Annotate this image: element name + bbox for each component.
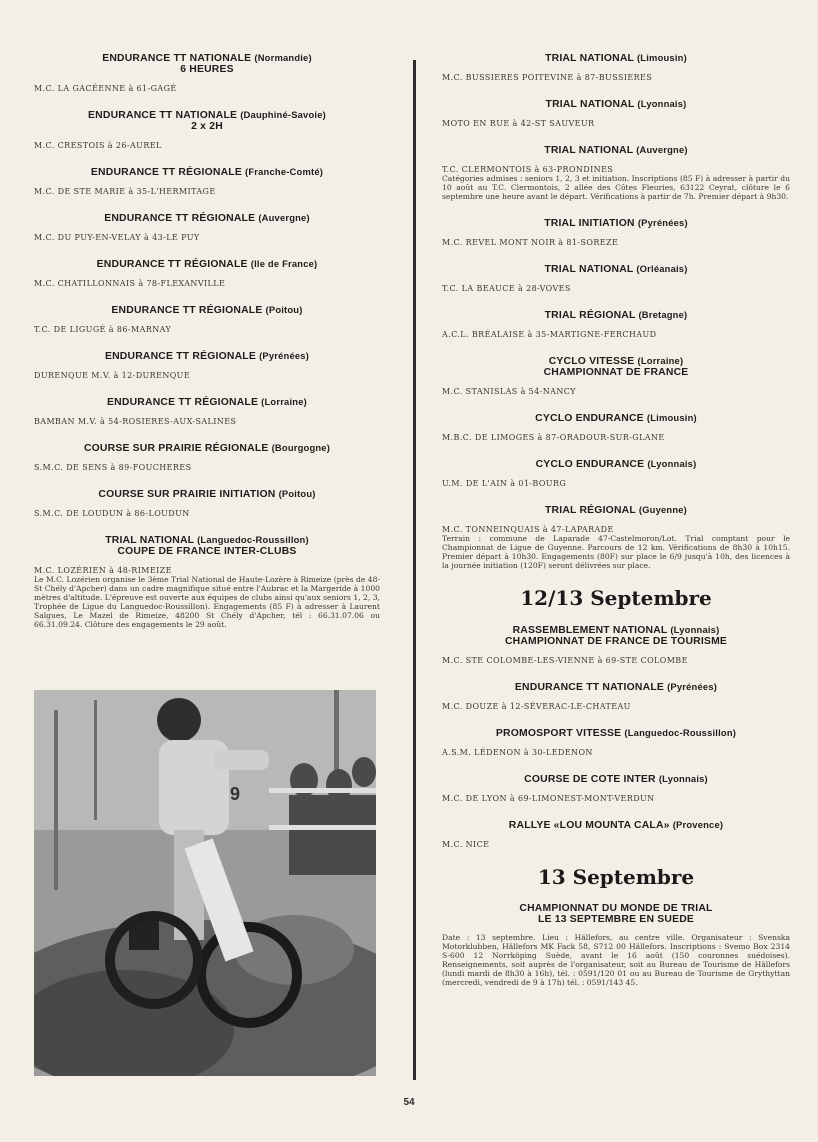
- event-description: Terrain : commune de Laparade 47-Castelmoron/Lot. Trial comptant pour le Championnat de Ligue de Guyenne. Parcours de 12 km. Vérifications de 8h30 à 10h15. Premier départ à 10h30. Engagements (80F) sur place le 6/9 jusqu'à 10h, des licences à la journée initiation (120F) seront délivrées sur place.: [442, 534, 790, 570]
- event-title: TRIAL NATIONAL: [544, 145, 634, 156]
- event-heading: [34, 396, 380, 408]
- event-title: CYCLO ENDURANCE: [535, 413, 644, 424]
- event-title: TRIAL NATIONAL: [545, 53, 634, 64]
- event-region: (Poitou): [265, 304, 303, 315]
- event-region: (Languedoc-Roussillon): [197, 534, 309, 545]
- event-club: BAMBAN M.V. à 54-ROSIERES-AUX-SALINES: [34, 417, 237, 426]
- event-region: (Orléanais): [636, 263, 688, 274]
- date-heading-12-13-septembre: 12/13 Septembre: [520, 586, 712, 610]
- event-region: (Guyenne): [638, 504, 687, 515]
- date-heading-13-septembre: 13 Septembre: [537, 865, 695, 889]
- event-heading: [442, 727, 790, 739]
- event-title: COURSE DE COTE INTER: [524, 774, 656, 785]
- event-region: (Lorraine): [637, 355, 684, 366]
- event-title: ENDURANCE TT NATIONALE: [102, 53, 252, 64]
- event-region: (Lyonnais): [647, 458, 697, 469]
- event-club: U.M. DE L'AIN à 01-BOURG: [442, 479, 567, 488]
- event-heading: [442, 624, 790, 647]
- event-title: ENDURANCE TT RÉGIONALE: [107, 397, 259, 408]
- event-description: Catégories admises : seniors 1, 2, 3 et initiation. Inscriptions (85 F) à adresser à partir du 10 août au T.C. Clermontois, 2 allée des Côtes Fleuries, 63122 Ceyrat, clôture le 6 septembre une heure avant le départ. Vérifications à partir de 7h. Premier départ à 9h30.: [442, 174, 790, 201]
- event-club: MOTO EN RUE à 42-ST SAUVEUR: [442, 119, 595, 128]
- right-event: [442, 624, 790, 665]
- event-region: (Auvergne): [636, 144, 688, 155]
- event-title: TRIAL RÉGIONAL: [544, 310, 636, 321]
- right-event: [442, 773, 790, 803]
- right-event: [442, 217, 790, 247]
- event-club: DURENQUE M.V. à 12-DURENQUE: [34, 371, 191, 380]
- right-event: [442, 52, 790, 82]
- event-title: COURSE SUR PRAIRIE INITIATION: [98, 489, 276, 500]
- event-region: (Auvergne): [258, 212, 310, 223]
- event-title: CYCLO VITESSE: [548, 356, 635, 367]
- event-title: TRIAL NATIONAL: [105, 535, 195, 546]
- event-club: T.C. LA BEAUCE à 28-VOVES: [442, 284, 571, 293]
- event-title: CHAMPIONNAT DU MONDE DE TRIAL: [519, 903, 713, 914]
- event-heading: [442, 412, 790, 424]
- event-region: (Lyonnais): [670, 624, 720, 635]
- event-region: (Normandie): [254, 52, 312, 63]
- event-title: RALLYE «LOU MOUNTA CALA»: [508, 820, 670, 831]
- event-region: (Languedoc-Roussillon): [624, 727, 737, 738]
- event-region: (Provence): [672, 819, 724, 830]
- event-club: M.C. REVEL MONT NOIR à 81-SOREZE: [442, 238, 619, 247]
- event-club: M.C. DU PUY-EN-VELAY à 43-LE PUY: [34, 233, 200, 242]
- event-region: (Limousin): [636, 52, 687, 63]
- event-club: M.C. DE STE MARIE à 35-L'HERMITAGE: [34, 187, 216, 196]
- event-club: M.C. NICE: [442, 840, 490, 849]
- event-heading: [442, 217, 790, 229]
- event-club: M.C. DE LYON à 69-LIMONEST-MONT-VERDUN: [442, 794, 655, 803]
- event-region: (Bretagne): [638, 309, 688, 320]
- right-event: [442, 355, 790, 396]
- event-subtitle: 6 HEURES: [180, 64, 234, 75]
- event-title: PROMOSPORT VITESSE: [495, 728, 622, 739]
- rider-number: 9: [230, 784, 241, 804]
- event-heading: [442, 681, 790, 693]
- right-event: [442, 819, 790, 849]
- event-region: (Poitou): [278, 488, 316, 499]
- column-divider: [413, 60, 416, 1080]
- right-event: [442, 98, 790, 128]
- right-event: [442, 504, 790, 570]
- event-region: (Pyrénées): [667, 681, 718, 692]
- event-title: TRIAL NATIONAL: [544, 264, 634, 275]
- event-club: M.C. CRESTOIS à 26-AUREL: [34, 141, 162, 150]
- event-heading: [442, 504, 790, 516]
- event-heading: [442, 263, 790, 275]
- left-event: [34, 442, 380, 472]
- trial-rider-photo: [34, 690, 376, 1076]
- event-club: M.C. STE COLOMBE-LES-VIENNE à 69-STE COLOMBE: [442, 656, 688, 665]
- event-title: ENDURANCE TT NATIONALE: [514, 682, 665, 693]
- left-event: [34, 212, 380, 242]
- event-heading: [442, 98, 790, 110]
- event-club: T.C. DE LIGUGÉ à 86-MARNAY: [34, 325, 172, 334]
- event-subtitle: CHAMPIONNAT DE FRANCE DE TOURISME: [504, 636, 728, 647]
- right-event: [442, 412, 790, 442]
- right-column: [442, 52, 790, 1003]
- event-title: TRIAL RÉGIONAL: [544, 505, 636, 516]
- event-title: ENDURANCE TT RÉGIONALE: [104, 351, 256, 362]
- event-title: TRIAL INITIATION: [544, 218, 635, 229]
- right-event: [442, 681, 790, 711]
- event-description: Date : 13 septembre. Lieu : Hällefors, au centre ville. Organisateur : Svenska Motorklubben, Hällefors MK Fack 58, S712 00 Hällefors. Inscriptions : Svemo Box 2314 S-600 12 Norrköping Suède, avant le 16 août (150 couronnes suédoises). Renseignements, soit auprès de l'organisateur, soit au Bureau de Tourisme de Hällefors (lundi mardi de 8h30 à 16h), tél. : 0591/120 01 ou au Bureau de Tourisme de Grythyttan (mercredi, vendredi de 9 à 17h) tél. : 0591/143 45.: [442, 933, 790, 987]
- event-region: (Lyonnais): [658, 773, 708, 784]
- event-title: TRIAL NATIONAL: [545, 99, 635, 110]
- event-heading: [442, 819, 790, 831]
- event-club: A.C.L. BRÉALAISE à 35-MARTIGNE-FERCHAUD: [442, 330, 657, 339]
- page-number: 54: [403, 1097, 415, 1108]
- right-event: [442, 263, 790, 293]
- event-heading: [34, 442, 380, 454]
- left-event: [34, 350, 380, 380]
- left-event: [34, 304, 380, 334]
- event-heading: [34, 488, 380, 500]
- event-title: COURSE SUR PRAIRIE RÉGIONALE: [83, 443, 269, 454]
- right-event: [442, 144, 790, 201]
- event-region: (Bourgogne): [271, 442, 331, 453]
- event-heading: [442, 773, 790, 785]
- event-club: T.C. CLERMONTOIS à 63-PRONDINES: [442, 165, 614, 174]
- right-event: [442, 458, 790, 488]
- event-heading: [442, 903, 790, 925]
- event-subtitle: CHAMPIONNAT DE FRANCE: [543, 367, 689, 378]
- event-heading: [34, 52, 380, 75]
- event-club: M.C. LA GACÉENNE à 61-GAGÉ: [34, 84, 177, 93]
- event-heading: [34, 350, 380, 362]
- event-region: (Ile de France): [250, 258, 318, 269]
- event-club: M.C. DOUZE à 12-SÉVERAC-LE-CHATEAU: [442, 702, 631, 711]
- event-heading: [34, 212, 380, 224]
- event-region: (Franche-Comté): [245, 166, 324, 177]
- left-event: [34, 488, 380, 518]
- event-club: S.M.C. DE LOUDUN à 86-LOUDUN: [34, 509, 190, 518]
- event-heading: [34, 304, 380, 316]
- event-heading: [34, 258, 380, 270]
- event-title: ENDURANCE TT RÉGIONALE: [90, 167, 242, 178]
- event-club: M.C. STANISLAS à 54-NANCY: [442, 387, 576, 396]
- event-heading: [442, 458, 790, 470]
- left-column: [34, 52, 380, 645]
- event-title: RASSEMBLEMENT NATIONAL: [512, 625, 668, 636]
- left-event: [34, 52, 380, 93]
- event-region: (Lorraine): [261, 396, 307, 407]
- left-event: [34, 396, 380, 426]
- event-title: CYCLO ENDURANCE: [535, 459, 645, 470]
- event-heading: [442, 355, 790, 378]
- event-club: M.C. TONNEINQUAIS à 47-LAPARADE: [442, 525, 614, 534]
- left-event: [34, 534, 380, 629]
- event-description: Le M.C. Lozérien organise le 3ème Trial National de Haute-Lozère à Rimeize (près de 48-St Chély d'Apcher) dans un cadre magnifique situé entre l'Aubrac et la Margeride à 1000 mètres d'altitude. L'épreuve est ouverte aux équipes de clubs ainsi qu'aux seniors 1, 2, 3, Trophée de Ligue du Languedoc-Roussillon). Engagements (85 F) à adresser à Laurent Salgues, Le Mazel de Rimeize, 48200 St Chély d'Apcher, tél : 66.31.07.06 ou 66.31.09.24. Clôture des engagements le 29 août.: [34, 575, 380, 629]
- event-title: ENDURANCE TT RÉGIONALE: [111, 305, 263, 316]
- event-heading: [34, 109, 380, 132]
- event-title: ENDURANCE TT NATIONALE: [88, 110, 238, 121]
- photo-illustration: [34, 690, 376, 1076]
- left-event: [34, 109, 380, 150]
- event-region: (Pyrénées): [637, 217, 688, 228]
- event-club: M.C. BUSSIERES POITEVINE à 87-BUSSIERES: [442, 73, 653, 82]
- left-event: [34, 166, 380, 196]
- event-region: (Dauphiné-Savoie): [240, 109, 326, 120]
- event-club: M.C. CHATILLONNAIS à 78-FLEXANVILLE: [34, 279, 226, 288]
- event-club: M.B.C. DE LIMOGES à 87-ORADOUR-SUR-GLANE: [442, 433, 665, 442]
- left-event: [34, 258, 380, 288]
- event-subtitle: LE 13 SEPTEMBRE EN SUEDE: [537, 914, 695, 925]
- right-event: [442, 903, 790, 987]
- right-event: [442, 309, 790, 339]
- event-region: (Pyrénées): [259, 350, 310, 361]
- event-subtitle: 2 x 2H: [191, 121, 223, 132]
- event-club: S.M.C. DE SENS à 89-FOUCHERES: [34, 463, 192, 472]
- event-subtitle: COUPE DE FRANCE INTER-CLUBS: [117, 546, 297, 557]
- event-title: ENDURANCE TT RÉGIONALE: [96, 259, 248, 270]
- event-heading: [442, 52, 790, 64]
- right-event: [442, 727, 790, 757]
- event-title: ENDURANCE TT RÉGIONALE: [104, 213, 256, 224]
- event-heading: [34, 166, 380, 178]
- event-club: A.S.M. LÉDENON à 30-LEDENON: [442, 748, 593, 757]
- event-region: (Lyonnais): [637, 98, 687, 109]
- event-heading: [442, 309, 790, 321]
- event-heading: [34, 534, 380, 557]
- event-region: (Limousin): [646, 412, 697, 423]
- event-heading: [442, 144, 790, 156]
- event-club: M.C. LOZÉRIEN à 48-RIMEIZE: [34, 566, 172, 575]
